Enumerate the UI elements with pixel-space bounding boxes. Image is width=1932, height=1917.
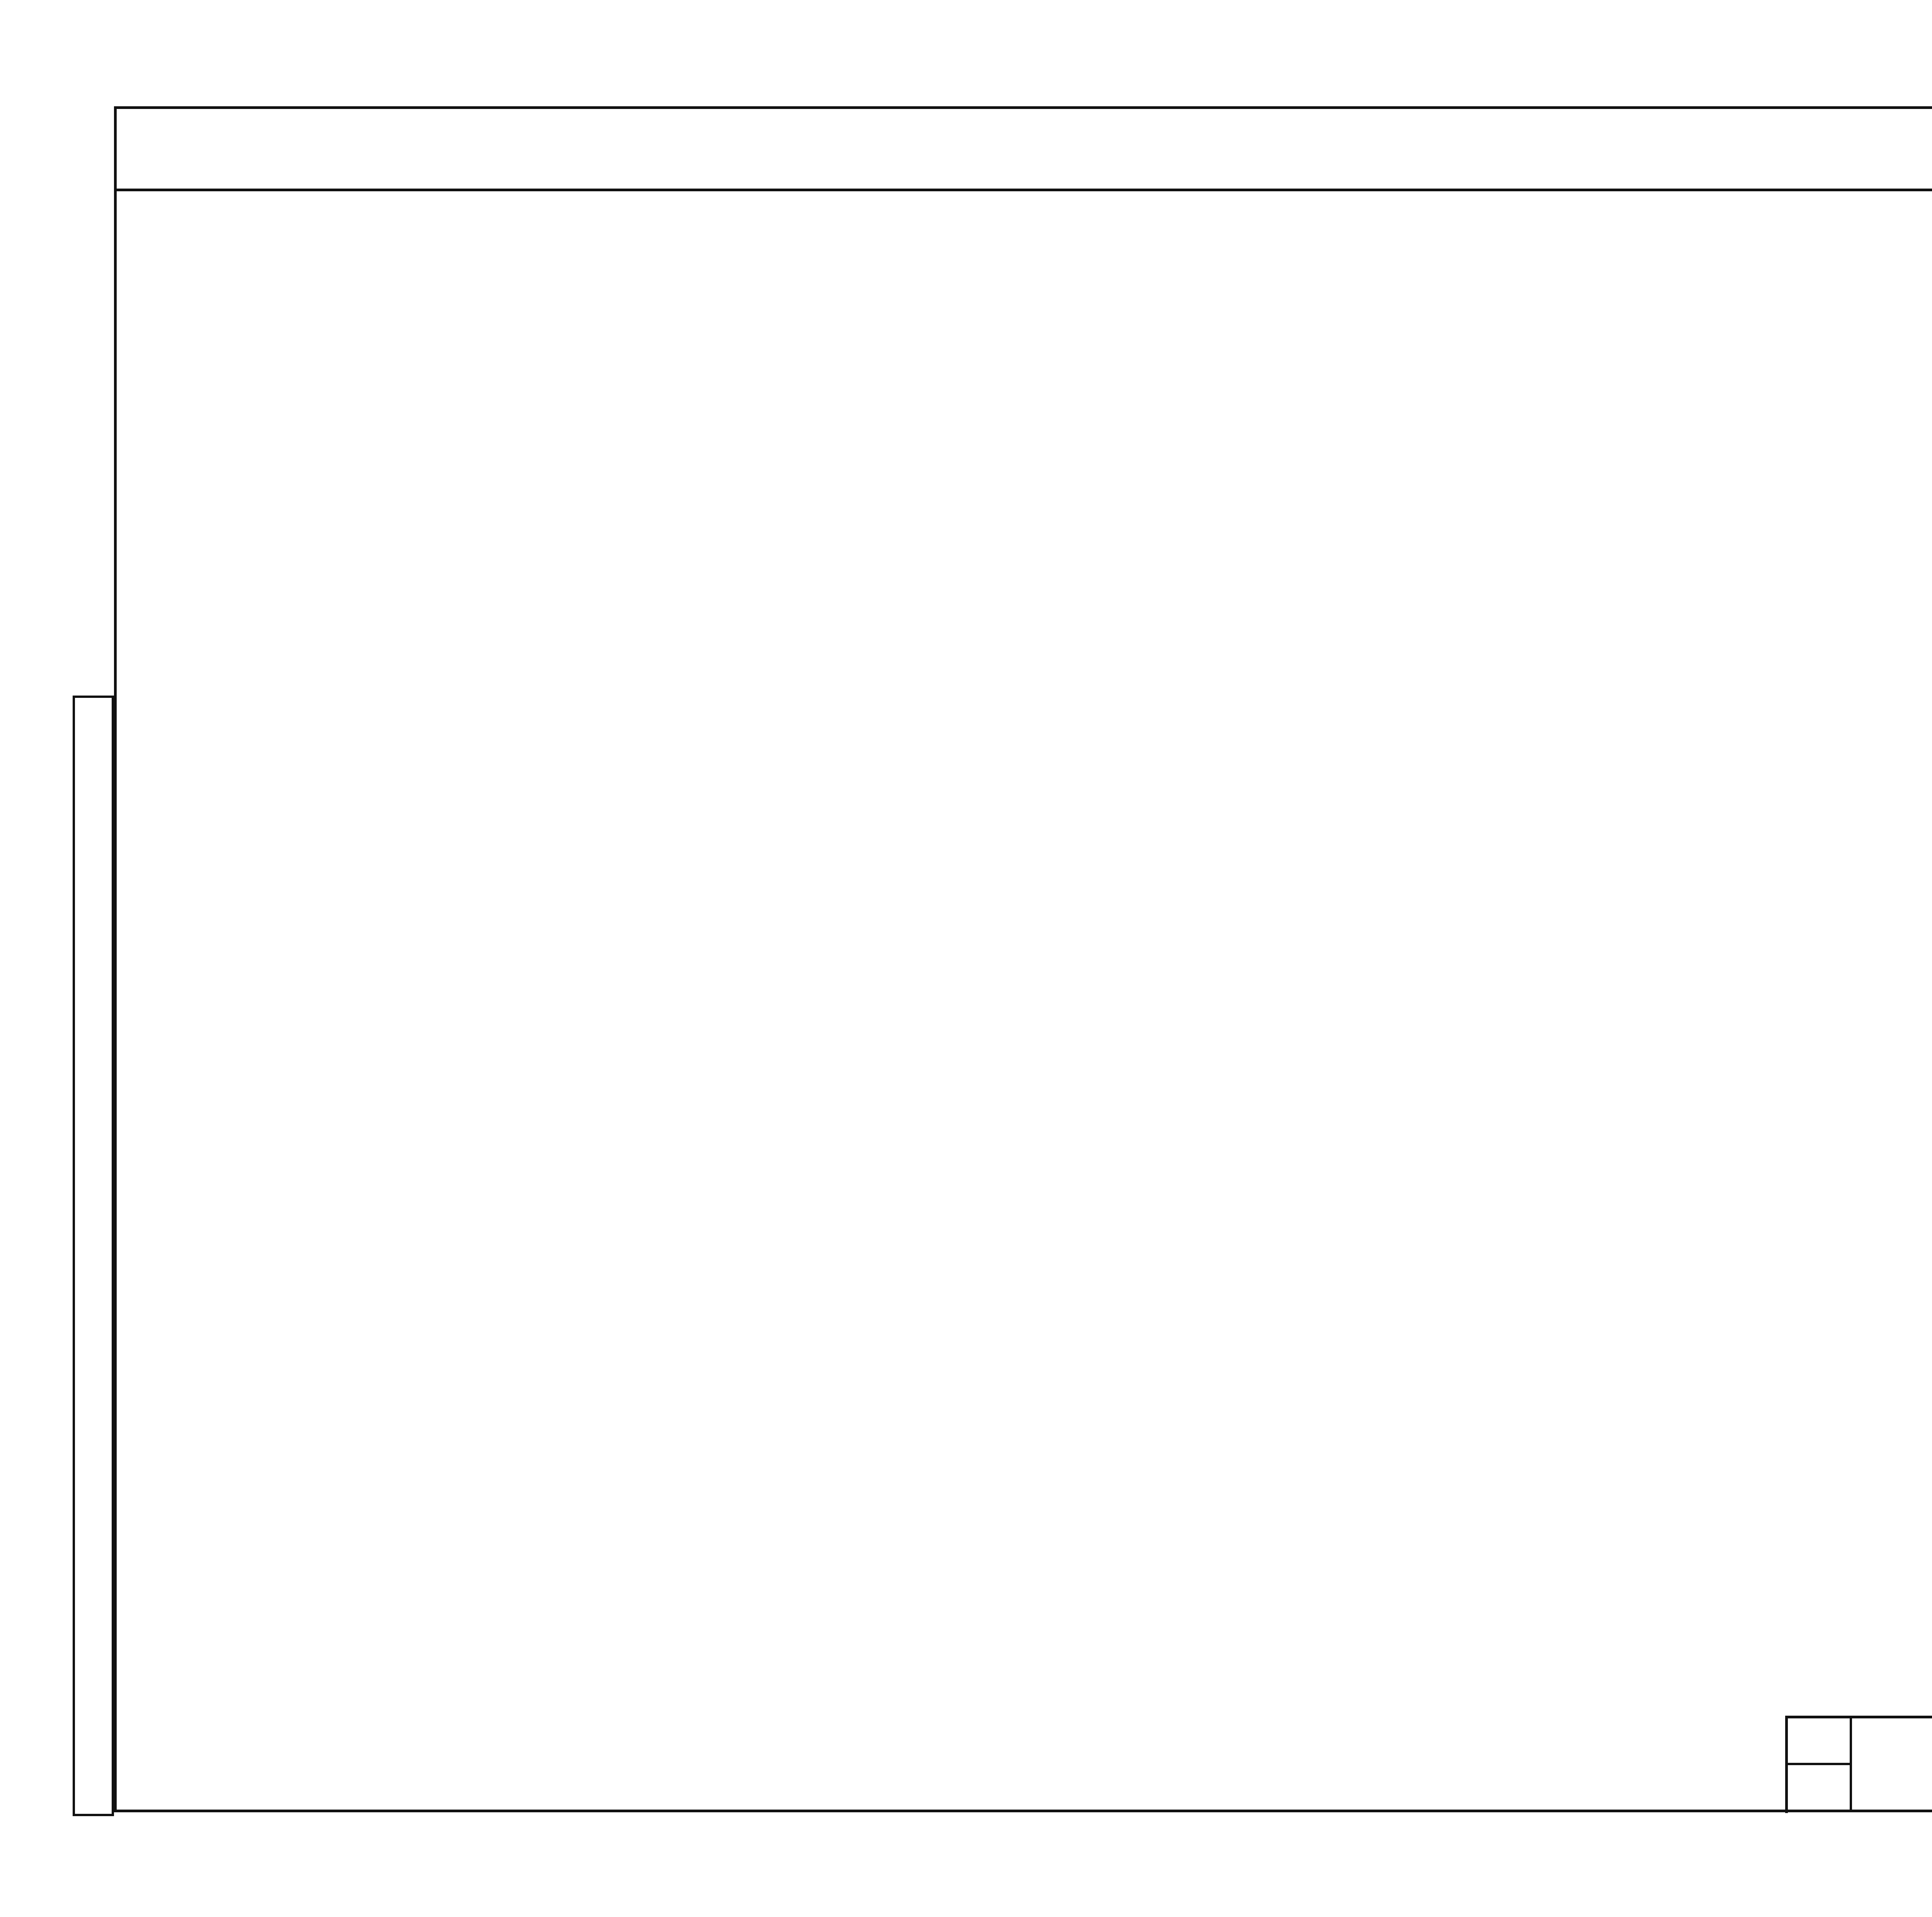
title-block — [1785, 1716, 1932, 1813]
title-year — [1788, 1765, 1852, 1811]
drawing-frame — [114, 106, 1932, 1812]
top-border-line — [114, 189, 1932, 191]
side-stamp — [73, 696, 114, 1816]
title-org — [1788, 1718, 1852, 1765]
